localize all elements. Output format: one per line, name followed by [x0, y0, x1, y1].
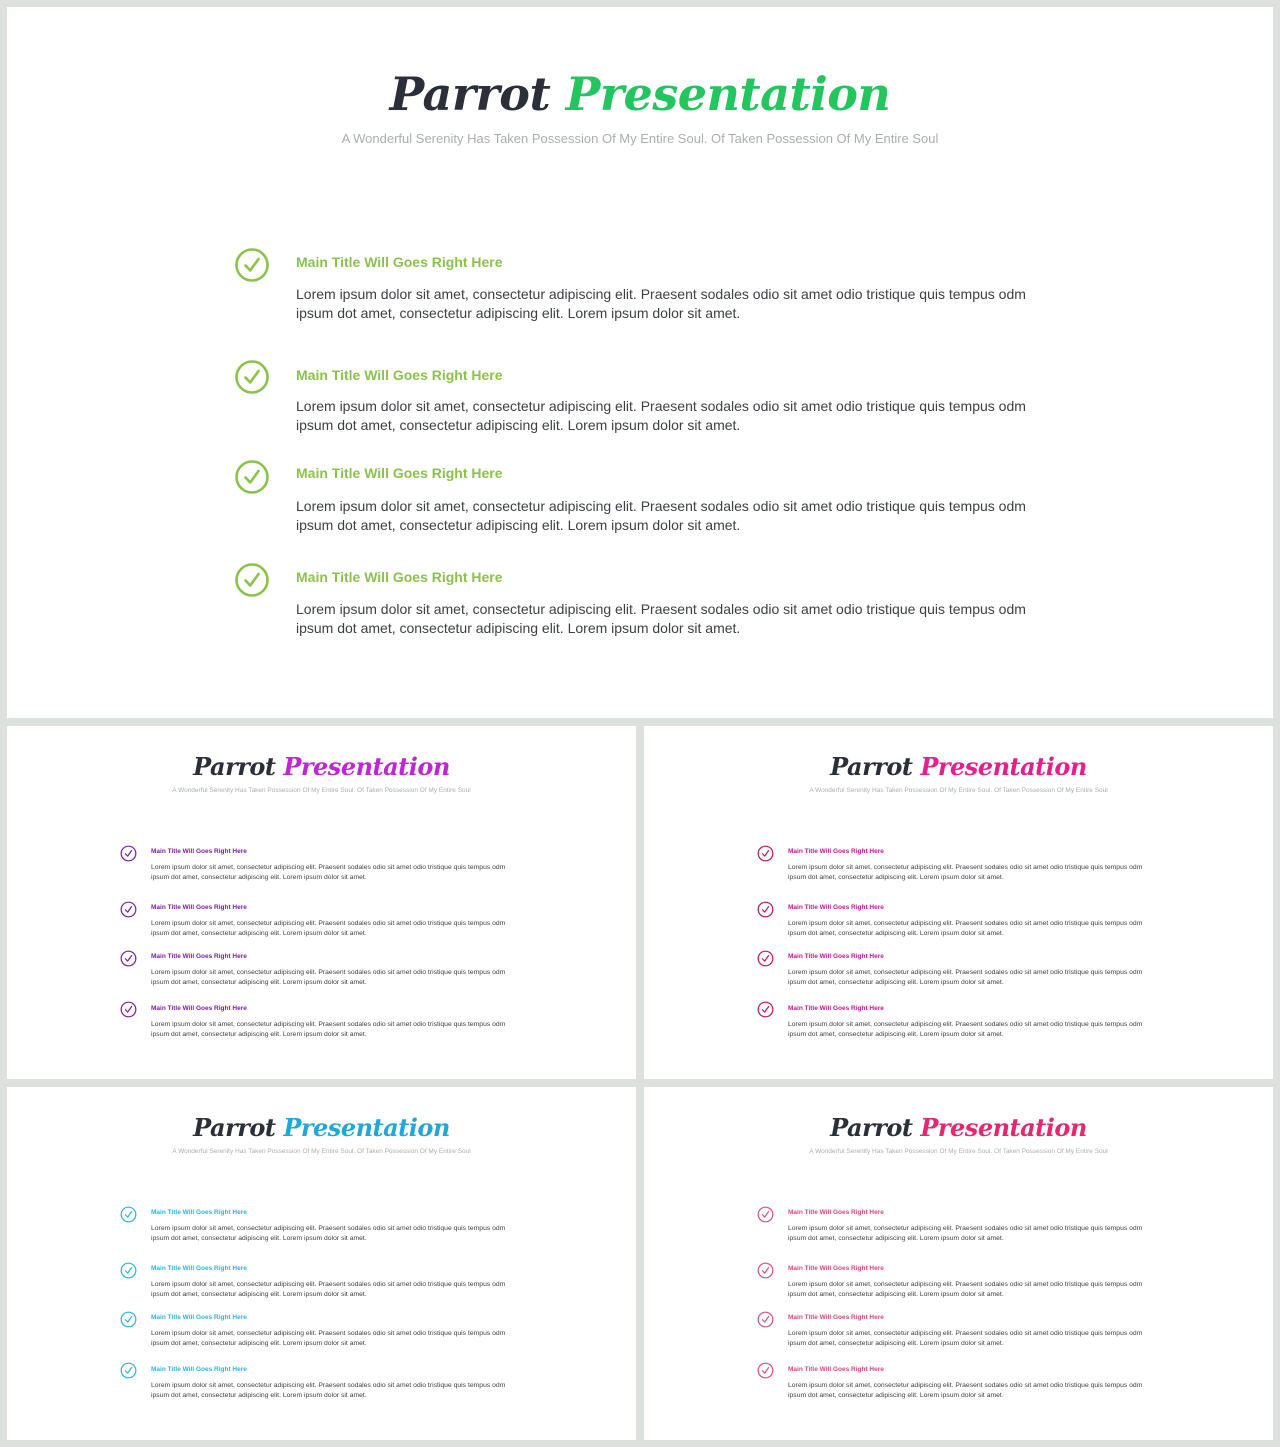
title-word-parrot: Parrot [830, 752, 913, 781]
item-body: Lorem ipsum dolor sit amet, consectetur adipiscing elit. Praesent sodales odio sit amet odio tristique quis tempus odm ipsum dot amet, consectetur adipiscing elit. Lorem ipsum dolor sit amet. [296, 498, 1026, 533]
slide-subtitle: A Wonderful Serenity Has Taken Possession Of My Entire Soul. Of Taken Possession Of My Entire Soul [341, 131, 939, 146]
item-title: Main Title Will Goes Right Here [151, 953, 247, 960]
item-title: Main Title Will Goes Right Here [151, 904, 247, 911]
check-circle-icon [757, 1362, 774, 1379]
check-circle-icon [234, 247, 270, 283]
item-title: Main Title Will Goes Right Here [151, 1265, 247, 1272]
item-title: Main Title Will Goes Right Here [788, 1265, 884, 1272]
item-title: Main Title Will Goes Right Here [151, 1209, 247, 1216]
check-circle-icon [234, 359, 270, 395]
check-circle-icon [757, 1206, 774, 1223]
item-body: Lorem ipsum dolor sit amet, consectetur adipiscing elit. Praesent sodales odio sit amet odio tristique quis tempus odm ipsum dot amet, consectetur adipiscing elit. Lorem ipsum dolor sit amet. [151, 920, 506, 937]
check-circle-icon [757, 950, 774, 967]
slide-subtitle: A Wonderful Serenity Has Taken Possession Of My Entire Soul. Of Taken Possession Of My Entire Soul [172, 1148, 471, 1155]
item-body: Lorem ipsum dolor sit amet, consectetur adipiscing elit. Praesent sodales odio sit amet odio tristique quis tempus odm ipsum dot amet, consectetur adipiscing elit. Lorem ipsum dolor sit amet. [788, 1281, 1143, 1298]
title-word-parrot: Parrot [193, 1113, 276, 1142]
item-body: Lorem ipsum dolor sit amet, consectetur adipiscing elit. Praesent sodales odio sit amet odio tristique quis tempus odm ipsum dot amet, consectetur adipiscing elit. Lorem ipsum dolor sit amet. [788, 1225, 1143, 1242]
check-circle-icon [120, 845, 137, 862]
item-title: Main Title Will Goes Right Here [151, 1005, 247, 1012]
item-body: Lorem ipsum dolor sit amet, consectetur adipiscing elit. Praesent sodales odio sit amet odio tristique quis tempus odm ipsum dot amet, consectetur adipiscing elit. Lorem ipsum dolor sit amet. [788, 1330, 1143, 1347]
slide-main [7, 7, 1273, 718]
item-title: Main Title Will Goes Right Here [788, 848, 884, 855]
item-title: Main Title Will Goes Right Here [788, 953, 884, 960]
slide-thumbnail-blue [7, 1087, 636, 1440]
check-circle-icon [120, 901, 137, 918]
item-title: Main Title Will Goes Right Here [296, 569, 503, 585]
item-title: Main Title Will Goes Right Here [788, 1314, 884, 1321]
check-circle-icon [120, 1206, 137, 1223]
check-circle-icon [120, 950, 137, 967]
check-circle-icon [120, 1362, 137, 1379]
item-body: Lorem ipsum dolor sit amet, consectetur adipiscing elit. Praesent sodales odio sit amet odio tristique quis tempus odm ipsum dot amet, consectetur adipiscing elit. Lorem ipsum dolor sit amet. [151, 969, 506, 986]
item-body: Lorem ipsum dolor sit amet, consectetur adipiscing elit. Praesent sodales odio sit amet odio tristique quis tempus odm ipsum dot amet, consectetur adipiscing elit. Lorem ipsum dolor sit amet. [296, 398, 1026, 433]
check-circle-icon [234, 459, 270, 495]
check-circle-icon [120, 1262, 137, 1279]
item-body: Lorem ipsum dolor sit amet, consectetur adipiscing elit. Praesent sodales odio sit amet odio tristique quis tempus odm ipsum dot amet, consectetur adipiscing elit. Lorem ipsum dolor sit amet. [151, 1330, 506, 1347]
item-body: Lorem ipsum dolor sit amet, consectetur adipiscing elit. Praesent sodales odio sit amet odio tristique quis tempus odm ipsum dot amet, consectetur adipiscing elit. Lorem ipsum dolor sit amet. [788, 1382, 1143, 1399]
title-word-presentation: Presentation [920, 752, 1087, 781]
check-circle-icon [120, 1311, 137, 1328]
title-word-presentation: Presentation [565, 67, 891, 121]
item-body: Lorem ipsum dolor sit amet, consectetur adipiscing elit. Praesent sodales odio sit amet odio tristique quis tempus odm ipsum dot amet, consectetur adipiscing elit. Lorem ipsum dolor sit amet. [151, 864, 506, 881]
slide-subtitle: A Wonderful Serenity Has Taken Possession Of My Entire Soul. Of Taken Possession Of My Entire Soul [809, 1148, 1108, 1155]
slide-subtitle: A Wonderful Serenity Has Taken Possession Of My Entire Soul. Of Taken Possession Of My Entire Soul [172, 787, 471, 794]
item-title: Main Title Will Goes Right Here [296, 465, 503, 481]
item-title: Main Title Will Goes Right Here [296, 367, 503, 383]
item-title: Main Title Will Goes Right Here [788, 1209, 884, 1216]
slide-title [644, 752, 1273, 781]
title-word-presentation: Presentation [283, 1113, 450, 1142]
slide-title [7, 752, 636, 781]
item-title: Main Title Will Goes Right Here [296, 254, 503, 270]
check-circle-icon [757, 1262, 774, 1279]
title-word-parrot: Parrot [193, 752, 276, 781]
title-word-parrot: Parrot [389, 67, 551, 121]
item-body: Lorem ipsum dolor sit amet, consectetur adipiscing elit. Praesent sodales odio sit amet odio tristique quis tempus odm ipsum dot amet, consectetur adipiscing elit. Lorem ipsum dolor sit amet. [788, 920, 1143, 937]
item-title: Main Title Will Goes Right Here [788, 1366, 884, 1373]
check-circle-icon [757, 901, 774, 918]
title-word-parrot: Parrot [830, 1113, 913, 1142]
slide-subtitle: A Wonderful Serenity Has Taken Possession Of My Entire Soul. Of Taken Possession Of My Entire Soul [809, 787, 1108, 794]
item-title: Main Title Will Goes Right Here [151, 1366, 247, 1373]
item-title: Main Title Will Goes Right Here [151, 848, 247, 855]
slide-title [7, 1113, 636, 1142]
title-word-presentation: Presentation [283, 752, 450, 781]
item-title: Main Title Will Goes Right Here [788, 1005, 884, 1012]
slide-title [644, 1113, 1273, 1142]
item-body: Lorem ipsum dolor sit amet, consectetur adipiscing elit. Praesent sodales odio sit amet odio tristique quis tempus odm ipsum dot amet, consectetur adipiscing elit. Lorem ipsum dolor sit amet. [151, 1382, 506, 1399]
item-body: Lorem ipsum dolor sit amet, consectetur adipiscing elit. Praesent sodales odio sit amet odio tristique quis tempus odm ipsum dot amet, consectetur adipiscing elit. Lorem ipsum dolor sit amet. [151, 1225, 506, 1242]
item-body: Lorem ipsum dolor sit amet, consectetur adipiscing elit. Praesent sodales odio sit amet odio tristique quis tempus odm ipsum dot amet, consectetur adipiscing elit. Lorem ipsum dolor sit amet. [296, 601, 1026, 636]
item-body: Lorem ipsum dolor sit amet, consectetur adipiscing elit. Praesent sodales odio sit amet odio tristique quis tempus odm ipsum dot amet, consectetur adipiscing elit. Lorem ipsum dolor sit amet. [296, 286, 1026, 321]
item-body: Lorem ipsum dolor sit amet, consectetur adipiscing elit. Praesent sodales odio sit amet odio tristique quis tempus odm ipsum dot amet, consectetur adipiscing elit. Lorem ipsum dolor sit amet. [151, 1021, 506, 1038]
item-title: Main Title Will Goes Right Here [151, 1314, 247, 1321]
check-circle-icon [757, 1001, 774, 1018]
check-circle-icon [120, 1001, 137, 1018]
check-circle-icon [234, 562, 270, 598]
slide-thumbnail-pink [644, 1087, 1273, 1440]
title-word-presentation: Presentation [920, 1113, 1087, 1142]
item-body: Lorem ipsum dolor sit amet, consectetur adipiscing elit. Praesent sodales odio sit amet odio tristique quis tempus odm ipsum dot amet, consectetur adipiscing elit. Lorem ipsum dolor sit amet. [788, 1021, 1143, 1038]
item-body: Lorem ipsum dolor sit amet, consectetur adipiscing elit. Praesent sodales odio sit amet odio tristique quis tempus odm ipsum dot amet, consectetur adipiscing elit. Lorem ipsum dolor sit amet. [151, 1281, 506, 1298]
check-circle-icon [757, 845, 774, 862]
item-body: Lorem ipsum dolor sit amet, consectetur adipiscing elit. Praesent sodales odio sit amet odio tristique quis tempus odm ipsum dot amet, consectetur adipiscing elit. Lorem ipsum dolor sit amet. [788, 969, 1143, 986]
slide-thumbnail-magenta [644, 726, 1273, 1079]
item-title: Main Title Will Goes Right Here [788, 904, 884, 911]
slide-thumbnail-purple [7, 726, 636, 1079]
slide-title [7, 67, 1273, 121]
item-body: Lorem ipsum dolor sit amet, consectetur adipiscing elit. Praesent sodales odio sit amet odio tristique quis tempus odm ipsum dot amet, consectetur adipiscing elit. Lorem ipsum dolor sit amet. [788, 864, 1143, 881]
check-circle-icon [757, 1311, 774, 1328]
